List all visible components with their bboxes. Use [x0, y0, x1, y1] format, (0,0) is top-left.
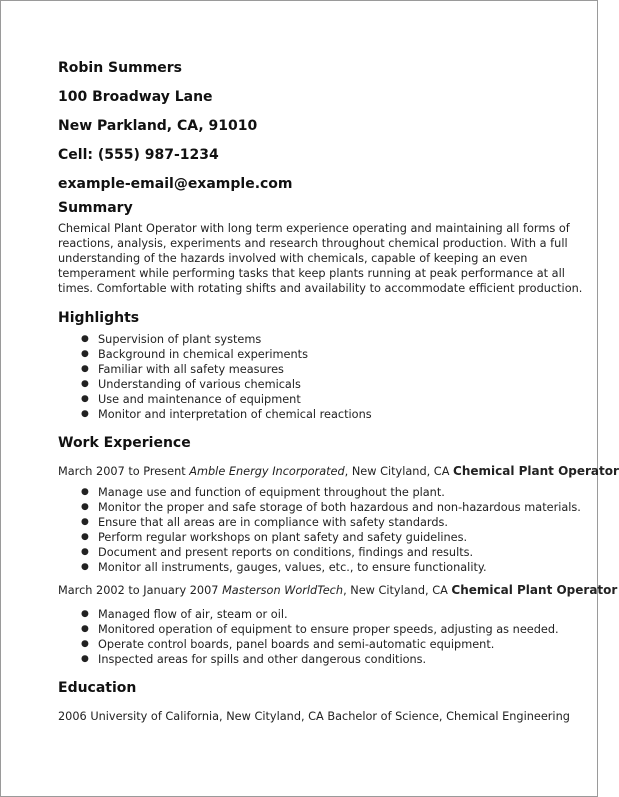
list-item — [81, 347, 590, 362]
list-item-text: Supervision of plant systems — [98, 333, 262, 346]
list-item — [81, 407, 590, 422]
summary-heading: Summary — [58, 200, 133, 216]
bullet-icon: ● — [81, 379, 89, 389]
list-item — [81, 377, 590, 392]
summary-section — [58, 199, 590, 296]
bullet-icon: ● — [81, 409, 89, 419]
contact-email: example-email@example.com — [58, 176, 293, 192]
education-section — [58, 679, 590, 724]
list-item-text: Document and present reports on conditions, findings and results. — [98, 546, 474, 559]
contact-name: Robin Summers — [58, 60, 183, 76]
job-title: Chemical Plant Operator — [451, 583, 618, 597]
list-item-text: Familiar with all safety measures — [98, 363, 284, 376]
list-item — [81, 500, 590, 515]
list-item-text: Ensure that all areas are in compliance with safety standards. — [98, 516, 449, 529]
contact-city: New Parkland, CA, 91010 — [58, 118, 258, 134]
list-item — [81, 652, 590, 667]
list-item-text: Monitor all instruments, gauges, values, etc., to ensure functionality. — [98, 561, 487, 574]
bullet-icon: ● — [81, 532, 89, 542]
bullet-icon: ● — [81, 487, 89, 497]
bullet-icon: ● — [81, 394, 89, 404]
contact-block — [58, 54, 590, 199]
highlights-section — [58, 309, 590, 422]
resume-content — [58, 54, 619, 724]
job-dates: March 2002 to January 2007 — [58, 584, 219, 597]
list-item — [81, 332, 590, 347]
bullet-icon: ● — [81, 547, 89, 557]
summary-text: Chemical Plant Operator with long term experience operating and maintaining all forms of reactions, analysis, experiments and research throughout chemical production. With a full understanding of the hazards involved with chemicals, capable of keeping an even temperament while performing tasks that keep plants running at peak performance at all times. Comfortable with rotating shifts and availability to accommodate efficient production. — [58, 222, 583, 295]
list-item — [81, 607, 590, 622]
list-item — [81, 530, 590, 545]
list-item — [81, 545, 590, 560]
job-header — [58, 583, 618, 598]
list-item-text: Understanding of various chemicals — [98, 378, 301, 391]
list-item-text: Use and maintenance of equipment — [98, 393, 301, 406]
list-item-text: Monitored operation of equipment to ensure proper speeds, adjusting as needed. — [98, 623, 559, 636]
highlights-list — [58, 332, 590, 422]
job-dates: March 2007 to Present — [58, 465, 186, 478]
list-item-text: Monitor the proper and safe storage of both hazardous and non-hazardous materials. — [98, 501, 581, 514]
list-item — [81, 637, 590, 652]
list-item — [81, 560, 590, 575]
list-item — [81, 362, 590, 377]
list-item — [81, 515, 590, 530]
bullet-icon: ● — [81, 349, 89, 359]
education-entry: 2006 University of California, New Cityland, CA Bachelor of Science, Chemical Engineering — [58, 710, 570, 723]
bullet-icon: ● — [81, 609, 89, 619]
list-item — [81, 392, 590, 407]
bullet-icon: ● — [81, 364, 89, 374]
bullet-icon: ● — [81, 624, 89, 634]
job-duties-list — [58, 485, 590, 575]
job-entry — [58, 464, 619, 575]
highlights-heading: Highlights — [58, 310, 140, 326]
list-item-text: Perform regular workshops on plant safety and safety guidelines. — [98, 531, 468, 544]
list-item — [81, 622, 590, 637]
list-item-text: Operate control boards, panel boards and semi-automatic equipment. — [98, 638, 495, 651]
job-title: Chemical Plant Operator — [453, 464, 619, 478]
list-item-text: Manage use and function of equipment throughout the plant. — [98, 486, 445, 499]
list-item-text: Inspected areas for spills and other dangerous conditions. — [98, 653, 427, 666]
bullet-icon: ● — [81, 502, 89, 512]
contact-phone: Cell: (555) 987-1234 — [58, 147, 219, 163]
list-item-text: Monitor and interpretation of chemical reactions — [98, 408, 372, 421]
job-company: Amble Energy Incorporated — [189, 465, 345, 478]
list-item-text: Background in chemical experiments — [98, 348, 308, 361]
job-entry — [58, 583, 618, 667]
job-duties-list — [58, 607, 590, 667]
job-location: , New Cityland, CA — [343, 584, 448, 597]
experience-section — [58, 434, 619, 667]
job-location: , New Cityland, CA — [344, 465, 450, 478]
experience-heading: Work Experience — [58, 435, 191, 451]
job-company: Masterson WorldTech — [222, 584, 344, 597]
bullet-icon: ● — [81, 334, 89, 344]
contact-address: 100 Broadway Lane — [58, 89, 213, 105]
job-header — [58, 464, 619, 479]
bullet-icon: ● — [81, 639, 89, 649]
bullet-icon: ● — [81, 654, 89, 664]
bullet-icon: ● — [81, 517, 89, 527]
bullet-icon: ● — [81, 562, 89, 572]
list-item — [81, 485, 590, 500]
education-heading: Education — [58, 680, 137, 696]
list-item-text: Managed flow of air, steam or oil. — [98, 608, 288, 621]
